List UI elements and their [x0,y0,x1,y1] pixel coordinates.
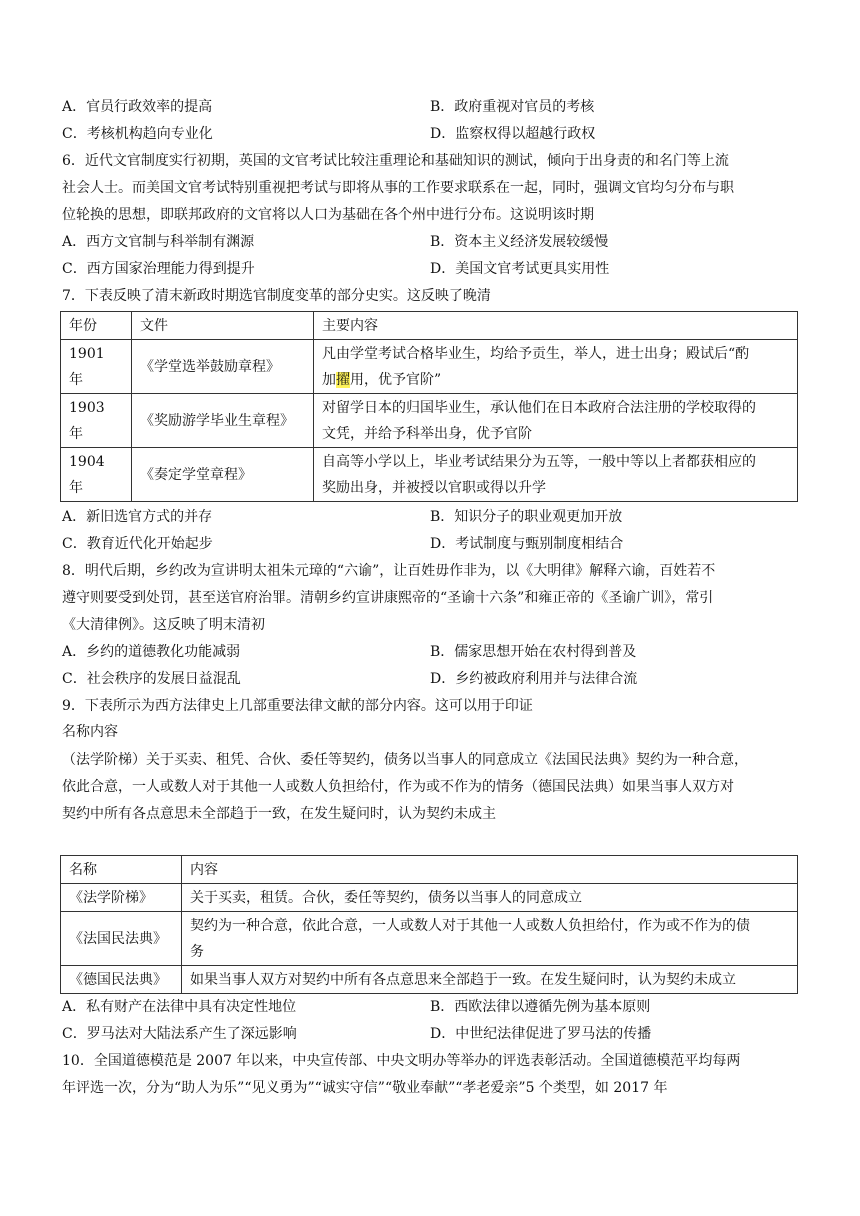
cell-content-line: 自高等小学以上，毕业考试结果分为五等，一般中等以上者都获相应的 [322,453,756,470]
text-span: 加 [322,371,336,388]
q9-flat-line-1: 名称内容 [62,724,118,740]
q8-stem-line-3: 《大清律例》。这反映了明末清初 [62,617,265,633]
cell-content-line: 契约为一种合意，依此合意，一人或数人对于其他一人或数人负担给付，作为或不作为的债 [190,917,750,934]
q8-stem-line-1: 8．明代后期，乡约改为宣讲明太祖朱元璋的“六谕”，让百姓毋作非为，以《大明律》解释六谕，百姓若不 [62,563,716,579]
q7-option-a[interactable]: A．新旧选官方式的并存 [62,509,213,525]
header-content: 主要内容 [314,312,798,340]
q8-option-c[interactable]: C．社会秩序的发展日益混乱 [62,671,241,687]
cell-document: 《学堂选举鼓励章程》 [132,340,314,394]
cell-content-line: 文凭，并给予科举出身，优予官阶 [322,425,532,442]
q7-option-d[interactable]: D．考试制度与甄别制度相结合 [430,536,624,552]
cell-content-line: 凡由学堂考试合格毕业生，均给予贡生，举人，进士出身；殿试后“酌 [322,345,750,362]
q5-option-d[interactable]: D．监察权得以超越行政权 [430,126,596,142]
cell-year: 1903 年 [61,394,132,448]
table-row [61,340,798,394]
table-row [61,394,798,448]
cell-content-line: 奖励出身，并被授以官职或得以升学 [322,479,546,496]
header-document: 文件 [132,312,314,340]
table-row [61,884,798,912]
q9-table [60,855,798,994]
cell-name: 《德国民法典》 [61,966,182,994]
q6-option-d[interactable]: D．美国文官考试更具实用性 [430,261,610,277]
cell-document: 《奖励游学毕业生章程》 [132,394,314,448]
cell-content-line: 对留学日本的归国毕业生，承认他们在日本政府合法注册的学校取得的 [322,399,756,416]
q6-stem-line-1: 6．近代文官制度实行初期，英国的文官考试比较注重理论和基础知识的测试，倾向于出身责的和名门等上流 [62,153,729,169]
cell-document: 《奏定学堂章程》 [132,448,314,502]
cell-name: 《法国民法典》 [61,912,182,966]
q6-option-b[interactable]: B．资本主义经济发展较缓慢 [430,234,609,250]
text-span: 用，优予官阶” [350,371,442,388]
q5-option-b[interactable]: B．政府重视对官员的考核 [430,99,595,115]
cell-content-line [322,367,789,393]
table-header-row [61,312,798,340]
q9-stem: 9．下表所示为西方法律史上几部重要法律文献的部分内容。这可以用于印证 [62,698,533,714]
table-header-row [61,856,798,884]
q6-option-c[interactable]: C．西方国家治理能力得到提升 [62,261,255,277]
q5-option-c[interactable]: C．考核机构趋向专业化 [62,126,213,142]
q9-option-b[interactable]: B．西欧法律以遵循先例为基本原则 [430,999,651,1015]
table-row [61,448,798,502]
q7-stem: 7．下表反映了清末新政时期选官制度变革的部分史实。这反映了晚清 [62,288,491,304]
highlighted-char: 擢 [336,371,350,388]
q9-option-c[interactable]: C．罗马法对大陆法系产生了深远影响 [62,1026,297,1042]
cell-content: 如果当事人双方对契约中所有各点意思来全部趋于一致。在发生疑问时，认为契约未成立 [182,966,798,994]
q6-stem-line-3: 位轮换的思想，即联邦政府的文官将以人口为基础在各个州中进行分布。这说明该时期 [62,207,594,223]
cell-content-line: 务 [190,943,204,960]
cell-content [314,394,798,448]
q7-option-c[interactable]: C．教育近代化开始起步 [62,536,213,552]
q6-stem-line-2: 社会人士。而美国文官考试特别重视把考试与即将从事的工作要求联系在一起，同时，强调文官均匀分布与职 [62,180,734,196]
q8-option-b[interactable]: B．儒家思想开始在农村得到普及 [430,644,637,660]
q5-option-a[interactable]: A．官员行政效率的提高 [62,99,213,115]
q6-option-a[interactable]: A．西方文官制与科举制有渊源 [62,234,255,250]
header-content: 内容 [182,856,798,884]
cell-year: 1901 年 [61,340,132,394]
q9-option-d[interactable]: D．中世纪法律促进了罗马法的传播 [430,1026,652,1042]
q9-flat-line-4: 契约中所有各点意思未全部趋于一致，在发生疑问时，认为契约未成主 [62,806,496,822]
q9-flat-line-2: （法学阶梯）关于买卖、租凭、合伙、委任等契约，债务以当事人的同意成立《法国民法典》契约为一种合意， [62,752,748,768]
q7-table [60,311,798,502]
header-year: 年份 [61,312,132,340]
q9-flat-line-3: 依此合意，一人或数人对于其他一人或数人负担给付，作为或不作为的情务（德国民法典）如果当事人双方对 [62,779,734,795]
cell-content [314,448,798,502]
cell-content [182,912,798,966]
cell-name: 《法学阶梯》 [61,884,182,912]
q10-stem-line-1: 10．全国道德模范是 2007 年以来，中央宣传部、中央文明办等举办的评选表彰活动。全国道德模范平均每两 [62,1053,741,1069]
table-row [61,966,798,994]
q9-option-a[interactable]: A．私有财产在法律中具有决定性地位 [62,999,297,1015]
q7-option-b[interactable]: B．知识分子的职业观更加开放 [430,509,623,525]
q8-option-d[interactable]: D．乡约被政府利用并与法律合流 [430,671,638,687]
cell-content: 关于买卖，租赁。合伙，委任等契约，债务以当事人的同意成立 [182,884,798,912]
cell-content [314,340,798,394]
q8-stem-line-2: 遵守则要受到处罚，甚至送官府治罪。清朝乡约宣讲康熙帝的“圣谕十六条”和雍正帝的《圣谕广训》，常引 [62,590,714,606]
q8-option-a[interactable]: A．乡约的道德教化功能减弱 [62,644,241,660]
q10-stem-line-2: 年评选一次，分为“助人为乐”“见义勇为”“诚实守信”“敬业奉献”“孝老爱亲”5 个类型，如 2017 年 [62,1080,668,1096]
header-name: 名称 [61,856,182,884]
table-row [61,912,798,966]
cell-year: 1904 年 [61,448,132,502]
